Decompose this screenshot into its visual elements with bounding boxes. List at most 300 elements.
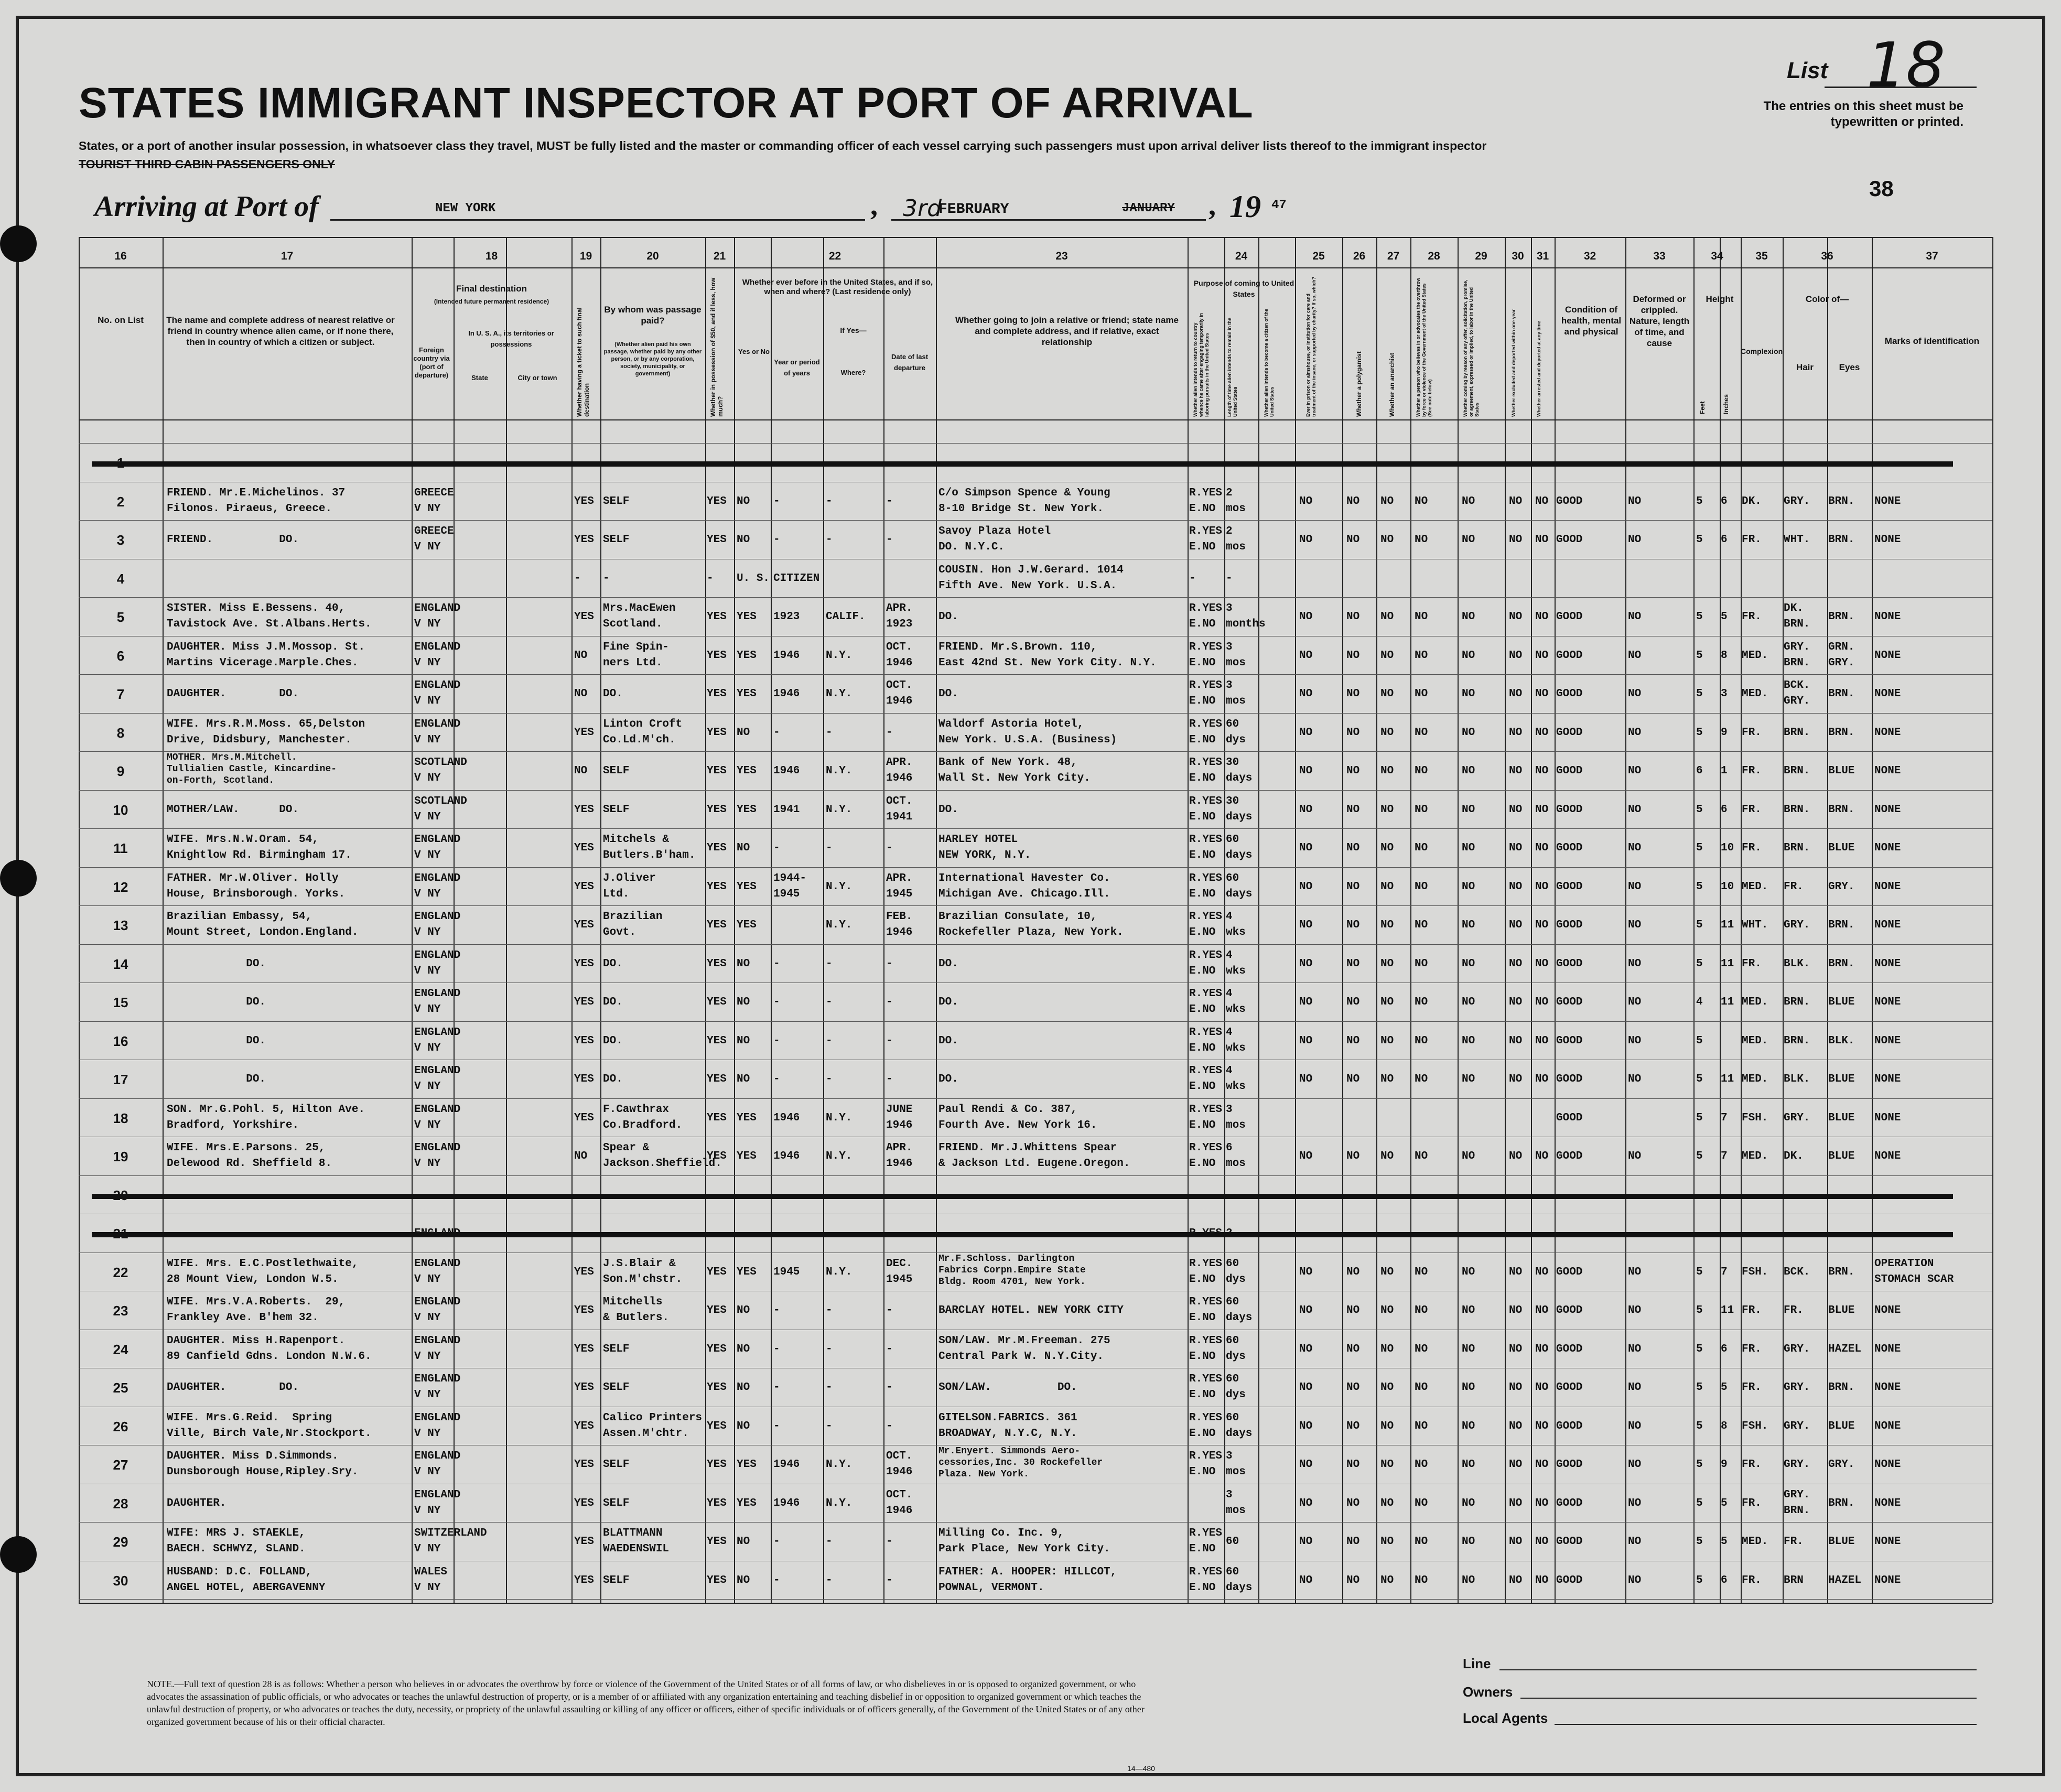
cell-hair: BRN.	[1784, 1034, 1810, 1047]
cell-no: NO	[1299, 1266, 1313, 1278]
form-title: STATES IMMIGRANT INSPECTOR AT PORT OF ARRIVAL	[79, 79, 1254, 127]
cell-no: NO	[1415, 842, 1428, 854]
header-color: Color of—	[1805, 294, 1849, 304]
header-health: Condition of health, mental and physical	[1561, 305, 1622, 337]
cell-health: GOOD	[1556, 842, 1583, 854]
cell-ticket: YES	[574, 1034, 594, 1047]
cell-dest: ENGLAND V NY	[414, 1026, 461, 1054]
cell-purpose: R.YES E.NO	[1189, 911, 1223, 938]
cell-no: NO	[1462, 1304, 1475, 1316]
cell-join: Bank of New York. 48, Wall St. New York City.	[938, 757, 1091, 784]
cell-eyes: GRY.	[1828, 1459, 1855, 1471]
cell-join: COUSIN. Hon J.W.Gerard. 1014 Fifth Ave. New York. U.S.A.	[938, 564, 1124, 592]
cell-dep: FEB. 1946	[886, 911, 913, 938]
cell-ft: 5	[1696, 1343, 1703, 1355]
cell-no: NO	[1509, 534, 1523, 546]
cell-no: NO	[1380, 1420, 1394, 1432]
cell-ft: 5	[1696, 803, 1703, 816]
cell-no: NO	[1380, 1381, 1394, 1394]
column-number: 17	[280, 250, 294, 262]
cell-eyes: BRN.	[1828, 611, 1855, 623]
cell-dest: ENGLAND V NY	[414, 911, 461, 938]
cell-dep: -	[886, 1073, 893, 1085]
comma: ,	[1208, 189, 1216, 222]
column-number: 16	[114, 250, 127, 262]
cell-health: GOOD	[1556, 1343, 1583, 1355]
cell-dep: APR. 1923	[886, 602, 913, 630]
cell-no: NO	[1299, 803, 1313, 816]
header-labor-offer: Whether coming by reason of any offer, solicitation, promise, or agreement, expressed or implied, to labor in the United States	[1463, 279, 1480, 417]
table-column-rule	[1505, 237, 1506, 1603]
cell-no: NO	[1535, 1266, 1549, 1278]
cell-eyes: BRN.	[1828, 495, 1855, 508]
table-column-rule	[1625, 237, 1626, 1603]
cell-eyes: GRY.	[1828, 880, 1855, 893]
header-deported: Whether arrested and deported at any time	[1536, 320, 1541, 417]
cell-purpose: R.YES E.NO	[1189, 872, 1223, 900]
cell-ticket: YES	[574, 611, 594, 623]
cell-in: 6	[1721, 495, 1728, 508]
row-number: 14	[113, 956, 128, 972]
column-number: 24	[1235, 250, 1248, 262]
header-eyes: Eyes	[1839, 362, 1860, 372]
cell-in: 11	[1721, 957, 1734, 970]
cell-in: 1	[1721, 765, 1728, 777]
cell-ticket: YES	[574, 1266, 594, 1278]
cell-no: NO	[1299, 495, 1313, 508]
cell-eyes: BLUE	[1828, 765, 1855, 777]
cell-time: 60 days	[1226, 834, 1253, 861]
cell-no: NO	[1415, 1343, 1428, 1355]
cell-comp: MED.	[1742, 688, 1768, 700]
cell-where: -	[826, 1304, 833, 1316]
column-number: 21	[713, 250, 726, 262]
cell-year: 1941	[773, 803, 800, 816]
date-month: FEBRUARY	[938, 201, 1009, 218]
cell-deformed: NO	[1628, 495, 1642, 508]
cell-no: NO	[1535, 1034, 1549, 1047]
cell-rel: DAUGHTER. DO.	[167, 688, 299, 700]
cell-health: GOOD	[1556, 495, 1583, 508]
cell-ticket: NO	[574, 765, 588, 777]
table-column-rule	[1258, 237, 1259, 1603]
cell-no: NO	[1346, 842, 1360, 854]
cell-hair: FR.	[1784, 1304, 1804, 1316]
cell-join: Mr.F.Schloss. Darlington Fabrics Corpn.Empire State Bldg. Room 4701, New York.	[938, 1253, 1086, 1287]
column-number: 31	[1536, 250, 1549, 262]
cell-no: NO	[1535, 1497, 1549, 1509]
cell-before: YES	[737, 1266, 757, 1278]
cell-marks: NONE	[1874, 726, 1901, 739]
date-struck-month: JANUARY	[1122, 201, 1175, 215]
cell-join: HARLEY HOTEL NEW YORK, N.Y.	[938, 834, 1031, 861]
row-number: 24	[113, 1341, 128, 1357]
column-number: 18	[485, 250, 498, 262]
table-column-rule	[571, 237, 573, 1603]
cell-no: NO	[1380, 726, 1394, 739]
cell-purpose: R.YES E.NO	[1189, 525, 1223, 553]
cell-rel: DAUGHTER. DO.	[167, 1381, 299, 1394]
cell-year: -	[773, 495, 780, 508]
cell-health: GOOD	[1556, 1150, 1583, 1162]
cell-no: NO	[1535, 957, 1549, 970]
cell-dest: ENGLAND V NY	[414, 949, 461, 977]
cell-hair: BRN.	[1784, 726, 1810, 739]
cell-in: 11	[1721, 1304, 1734, 1316]
cell-no: NO	[1509, 1034, 1523, 1047]
cell-join: DO.	[938, 1073, 958, 1085]
cell-health: GOOD	[1556, 1111, 1583, 1124]
table-column-rule	[1376, 237, 1377, 1603]
cell-hair: GRY.	[1784, 1343, 1810, 1355]
column-number: 23	[1055, 250, 1068, 262]
cell-deformed: NO	[1628, 880, 1642, 893]
cell-money: YES	[707, 1034, 727, 1047]
cell-no: NO	[1415, 649, 1428, 662]
cell-health: GOOD	[1556, 1497, 1583, 1509]
cell-money: -	[707, 572, 714, 585]
cell-time: 3 mos	[1226, 1450, 1246, 1478]
cell-dep: -	[886, 1034, 893, 1047]
cell-dest: SWITZERLAND V NY	[414, 1527, 487, 1555]
cell-year: -	[773, 842, 780, 854]
cell-in: 6	[1721, 1343, 1728, 1355]
cell-deformed: NO	[1628, 957, 1642, 970]
cell-paid: Mrs.MacEwen Scotland.	[603, 602, 676, 630]
cell-join: Mr.Enyert. Simmonds Aero- cessories,Inc. 30 Rockefeller Plaza. New York.	[938, 1446, 1103, 1480]
cell-in: 6	[1721, 534, 1728, 546]
row-number: 7	[116, 686, 125, 702]
cell-hair: BLK.	[1784, 957, 1810, 970]
cell-year: -	[773, 726, 780, 739]
header-ticket: Whether having a ticket to such final destination	[576, 307, 590, 417]
cell-no: NO	[1462, 1073, 1475, 1085]
cell-purpose: R.YES E.NO	[1189, 679, 1223, 707]
cell-rel: DAUGHTER. Miss J.M.Mossop. St. Martins Vicerage.Marple.Ches.	[167, 641, 365, 669]
cell-marks: NONE	[1874, 1420, 1901, 1432]
cell-before: NO	[737, 495, 750, 508]
cell-no: NO	[1380, 534, 1394, 546]
cell-marks: NONE	[1874, 1381, 1901, 1394]
cell-time: -	[1226, 572, 1233, 585]
table-row-rule	[79, 1021, 1992, 1022]
cell-comp: MED.	[1742, 1034, 1768, 1047]
cell-year: 1923	[773, 611, 800, 623]
cell-money: YES	[707, 1420, 727, 1432]
column-number: 34	[1711, 250, 1723, 262]
cell-no: NO	[1509, 611, 1523, 623]
header-passage-paid-sub: (Whether alien paid his own passage, whether paid by any other person, or by any corporation, society, municipality, or government)	[603, 341, 702, 377]
cell-before: YES	[737, 611, 757, 623]
header-excluded: Whether excluded and deported within one year	[1511, 309, 1516, 417]
cell-year: -	[773, 957, 780, 970]
cell-no: NO	[1299, 1574, 1313, 1586]
header-join-relative: Whether going to join a relative or friend; state name and complete address, and if relative, exact relationship	[955, 315, 1179, 347]
cell-no: NO	[1535, 534, 1549, 546]
cell-paid: SELF	[603, 1574, 630, 1586]
cell-dest: ENGLAND V NY	[414, 1450, 461, 1478]
cell-where: N.Y.	[826, 803, 853, 816]
cell-deformed: NO	[1628, 1304, 1642, 1316]
cell-dest: ENGLAND V NY	[414, 988, 461, 1016]
cell-comp: FR.	[1742, 1459, 1762, 1471]
cell-eyes: BLUE	[1828, 1150, 1855, 1162]
cell-no: NO	[1299, 611, 1313, 623]
column-number: 33	[1653, 250, 1666, 262]
cell-where: -	[826, 1073, 833, 1085]
cell-marks: NONE	[1874, 649, 1901, 662]
cell-join: DO.	[938, 996, 958, 1008]
cell-marks: NONE	[1874, 1459, 1901, 1471]
cell-time: 60 dys	[1226, 718, 1246, 746]
cell-in: 7	[1721, 1150, 1728, 1162]
cell-no: NO	[1462, 495, 1475, 508]
cell-paid: SELF	[603, 1459, 630, 1471]
cell-no: NO	[1346, 1459, 1360, 1471]
port-rule	[330, 219, 865, 221]
cell-marks: NONE	[1874, 534, 1901, 546]
cell-paid: Linton Croft Co.Ld.M'ch.	[603, 718, 683, 746]
cell-in: 10	[1721, 880, 1734, 893]
cell-in: 5	[1721, 1381, 1728, 1394]
cell-comp: FSH.	[1742, 1266, 1768, 1278]
cell-year: CITIZEN	[773, 572, 820, 585]
cell-dest: ENGLAND V NY	[414, 872, 461, 900]
cell-year: 1945	[773, 1266, 800, 1278]
cell-time: 3 mos	[1226, 641, 1246, 669]
cell-deformed: NO	[1628, 1073, 1642, 1085]
cell-where: -	[826, 996, 833, 1008]
cell-time: 60 dys	[1226, 1257, 1246, 1286]
cell-paid: J.S.Blair & Son.M'chstr.	[603, 1257, 683, 1286]
header-year: Year or period of years	[774, 358, 820, 377]
cell-deformed: NO	[1628, 1343, 1642, 1355]
cell-comp: FR.	[1742, 1304, 1762, 1316]
cell-money: YES	[707, 996, 727, 1008]
cell-dest: ENGLAND V NY	[414, 834, 461, 861]
cell-year: -	[773, 1034, 780, 1047]
footnote-question-28: NOTE.—Full text of question 28 is as follows: Whether a person who believes in or advocates the overthrow by force or violence of the Government of the United States or of all forms of law, or who disbelieves in or is opposed to organized government, or who advocates the assassination of public officials, or who advocates or teaches the unlawful destruction of property, or is a member of or affiliated with any organization entertaining and teaching disbelief in or opposition to organized government or which teaches the unlawful destruction of property, or who advocates or teaches the duty, necessity, or propriety of the unlawful assaulting or killing of any officer or officers, either of specific individuals or of officers generally, of the Government of the United States or of any other organized government because of his or their official character.	[147, 1679, 1145, 1727]
cell-where: -	[826, 842, 833, 854]
table-column-rule	[600, 237, 601, 1603]
cell-no: NO	[1346, 1034, 1360, 1047]
cell-no: NO	[1462, 1420, 1475, 1432]
cell-where: N.Y.	[826, 1266, 853, 1278]
cell-in: 11	[1721, 919, 1734, 931]
header-purpose-citizen: Whether alien intends to become a citizen of the United States	[1264, 308, 1275, 417]
cell-no: NO	[1415, 1304, 1428, 1316]
cell-ft: 5	[1696, 1420, 1703, 1432]
cell-no: NO	[1346, 957, 1360, 970]
cell-deformed: NO	[1628, 919, 1642, 931]
cell-no: NO	[1535, 611, 1549, 623]
binder-hole	[0, 860, 37, 897]
table-column-rule	[412, 237, 413, 1603]
cell-no: NO	[1299, 765, 1313, 777]
cell-money: YES	[707, 842, 727, 854]
cell-no: NO	[1509, 1459, 1523, 1471]
table-row-rule	[79, 867, 1992, 868]
cell-no: NO	[1462, 919, 1475, 931]
cell-health: GOOD	[1556, 919, 1583, 931]
cell-in: 5	[1721, 1497, 1728, 1509]
cell-ticket: NO	[574, 688, 588, 700]
cell-no: NO	[1380, 1497, 1394, 1509]
cell-eyes: BLUE	[1828, 1073, 1855, 1085]
cell-no: NO	[1535, 803, 1549, 816]
cell-where: -	[826, 726, 833, 739]
cell-health: GOOD	[1556, 1574, 1583, 1586]
cell-health: GOOD	[1556, 1266, 1583, 1278]
table-row-rule	[79, 713, 1992, 714]
cell-hair: BRN	[1784, 1574, 1804, 1586]
cell-eyes: HAZEL	[1828, 1574, 1862, 1586]
header-yes-or-no: Yes or No	[738, 348, 770, 355]
page-number: 38	[1869, 176, 1894, 201]
cell-purpose: R.YES E.NO	[1189, 1373, 1223, 1401]
binder-hole	[0, 225, 37, 262]
cell-no: NO	[1535, 1536, 1549, 1548]
cell-where: -	[826, 1343, 833, 1355]
cell-rel: FRIEND. DO.	[167, 534, 299, 546]
cell-no: NO	[1462, 1574, 1475, 1586]
cell-ft: 5	[1696, 1536, 1703, 1548]
cell-health: GOOD	[1556, 765, 1583, 777]
cell-marks: NONE	[1874, 765, 1901, 777]
cell-dep: -	[886, 1420, 893, 1432]
cell-purpose: R.YES E.NO	[1189, 487, 1223, 515]
cell-year: -	[773, 1381, 780, 1394]
cell-no: NO	[1380, 1459, 1394, 1471]
cell-no: NO	[1535, 842, 1549, 854]
cell-no: NO	[1509, 1343, 1523, 1355]
cell-in: 7	[1721, 1266, 1728, 1278]
cell-time: 30 days	[1226, 795, 1253, 823]
cell-eyes: BRN.	[1828, 803, 1855, 816]
header-hair: Hair	[1796, 362, 1814, 372]
cell-no: NO	[1509, 1266, 1523, 1278]
cell-no: NO	[1299, 1304, 1313, 1316]
cell-ticket: YES	[574, 957, 594, 970]
cell-money: YES	[707, 957, 727, 970]
cell-no: NO	[1509, 765, 1523, 777]
cell-time: 6 mos	[1226, 1142, 1246, 1170]
cell-hair: FR.	[1784, 1536, 1804, 1548]
cell-time: 3 mos	[1226, 1488, 1246, 1517]
cell-eyes: BLUE	[1828, 1536, 1855, 1548]
cell-where: -	[826, 957, 833, 970]
cell-marks: NONE	[1874, 803, 1901, 816]
cell-dest: ENGLAND V NY	[414, 641, 461, 669]
cell-no: NO	[1509, 1304, 1523, 1316]
struck-out-row	[92, 1194, 1953, 1199]
cell-no: NO	[1380, 611, 1394, 623]
cell-year: 1946	[773, 1150, 800, 1162]
cell-year: -	[773, 1574, 780, 1586]
cell-ticket: YES	[574, 1536, 594, 1548]
cell-paid: DO.	[603, 1034, 623, 1047]
cell-rel: WIFE. Mrs.G.Reid. Spring Ville, Birch Vale,Nr.Stockport.	[167, 1411, 372, 1440]
cell-purpose: R.YES E.NO	[1189, 1142, 1223, 1170]
table-column-rule	[1872, 237, 1873, 1603]
cell-dep: -	[886, 1381, 893, 1394]
cell-no: NO	[1509, 688, 1523, 700]
cell-where: -	[826, 495, 833, 508]
table-row-rule	[79, 1098, 1992, 1099]
row-number: 26	[113, 1418, 128, 1434]
cell-no: NO	[1380, 688, 1394, 700]
cell-deformed: NO	[1628, 1150, 1642, 1162]
column-number: 28	[1428, 250, 1440, 262]
cell-eyes: BLUE	[1828, 1304, 1855, 1316]
cell-dest: ENGLAND V NY	[414, 1411, 461, 1440]
cell-no: NO	[1535, 1574, 1549, 1586]
cell-join: GITELSON.FABRICS. 361 BROADWAY, N.Y.C, N.Y.	[938, 1411, 1077, 1440]
cell-join: FRIEND. Mr.S.Brown. 110, East 42nd St. New York City. N.Y.	[938, 641, 1157, 669]
cell-eyes: BRN.	[1828, 1381, 1855, 1394]
row-number: 25	[113, 1380, 128, 1396]
cell-marks: NONE	[1874, 1073, 1901, 1085]
cell-no: NO	[1462, 1536, 1475, 1548]
cell-time: 60 days	[1226, 1566, 1253, 1594]
cell-money: YES	[707, 1266, 727, 1278]
cell-join: Paul Rendi & Co. 387, Fourth Ave. New York 16.	[938, 1103, 1097, 1131]
cell-no: NO	[1380, 842, 1394, 854]
cell-no: NO	[1299, 1034, 1313, 1047]
cell-health: GOOD	[1556, 649, 1583, 662]
cell-no: NO	[1380, 1073, 1394, 1085]
form-number: 14—480	[1127, 1764, 1155, 1773]
cell-hair: GRY. BRN.	[1784, 641, 1810, 669]
row-number: 29	[113, 1534, 128, 1550]
cell-before: NO	[737, 534, 750, 546]
cell-join: International Havester Co. Michigan Ave. Chicago.Ill.	[938, 872, 1110, 900]
cell-purpose: R.YES E.NO	[1189, 1026, 1223, 1054]
cell-year: 1946	[773, 1459, 800, 1471]
cell-money: YES	[707, 611, 727, 623]
cell-no: NO	[1346, 726, 1360, 739]
cell-where: N.Y.	[826, 1150, 853, 1162]
comma: ,	[870, 189, 878, 222]
cell-ticket: NO	[574, 649, 588, 662]
cell-health: GOOD	[1556, 957, 1583, 970]
cell-time: 60 days	[1226, 872, 1253, 900]
cell-time: 4 wks	[1226, 949, 1246, 977]
cell-purpose: R.YES E.NO	[1189, 1566, 1223, 1594]
cell-rel: WIFE. Mrs.V.A.Roberts. 29, Frankley Ave. B'hem 32.	[167, 1296, 346, 1324]
cell-rel: MOTHER. Mrs.M.Mitchell. Tullialien Castle, Kincardine- on-Forth, Scotland.	[167, 752, 337, 786]
cell-no: NO	[1415, 688, 1428, 700]
cell-no: NO	[1509, 649, 1523, 662]
cell-purpose: R.YES E.NO	[1189, 834, 1223, 861]
cell-time: 4 wks	[1226, 911, 1246, 938]
cell-no: NO	[1346, 996, 1360, 1008]
cell-in: 6	[1721, 803, 1728, 816]
cell-before: YES	[737, 688, 757, 700]
cell-marks: NONE	[1874, 880, 1901, 893]
header-no-on-list: No. on List	[98, 315, 144, 325]
cell-time: 3 months	[1226, 602, 1266, 630]
row-number: 6	[116, 647, 125, 664]
local-agents-label: Local Agents	[1463, 1710, 1548, 1726]
cell-dep: APR. 1946	[886, 757, 913, 784]
cell-purpose: R.YES E.NO	[1189, 718, 1223, 746]
cell-join: C/o Simpson Spence & Young 8-10 Bridge St. New York.	[938, 487, 1110, 515]
row-number: 8	[116, 725, 125, 741]
cell-comp: MED.	[1742, 1536, 1768, 1548]
cell-money: YES	[707, 1150, 727, 1162]
cell-in: 9	[1721, 1459, 1728, 1471]
